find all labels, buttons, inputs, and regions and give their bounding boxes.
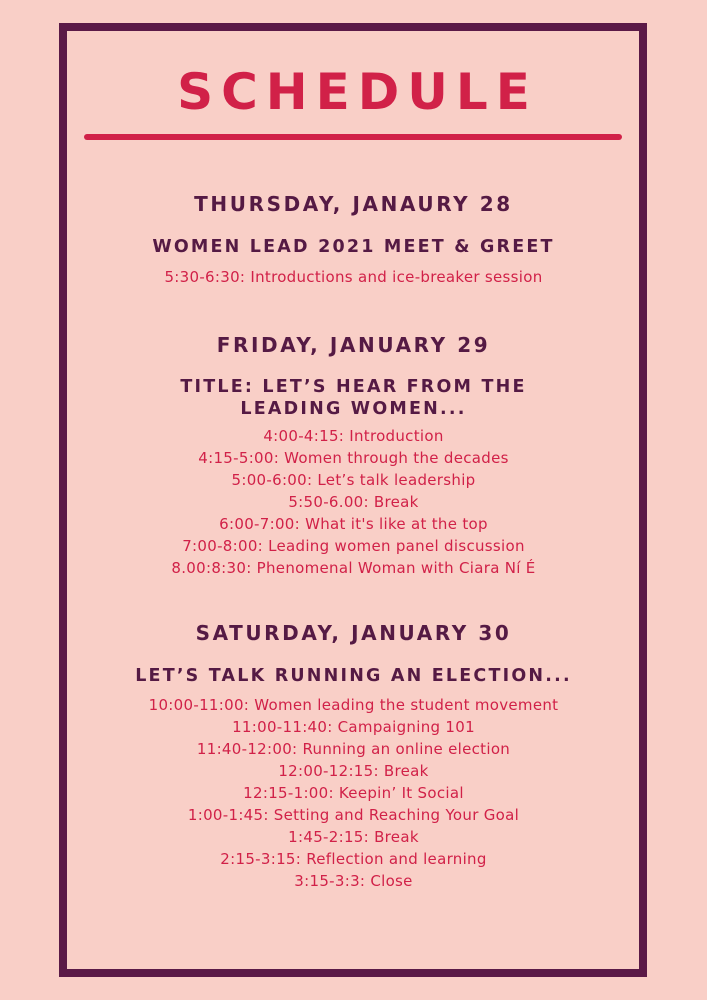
schedule-item: 12:00-12:15: Break [278, 762, 429, 780]
session-title-friday [0, 376, 707, 420]
schedule-list-friday [0, 425, 707, 579]
title-underline [84, 134, 622, 140]
schedule-item: 6:00-7:00: What it's like at the top [219, 515, 488, 533]
session-title-thursday [0, 236, 707, 258]
schedule-item: 4:15-5:00: Women through the decades [198, 449, 509, 467]
schedule-item: 1:45-2:15: Break [288, 828, 419, 846]
schedule-list-thursday [0, 266, 707, 288]
schedule-item: 11:40-12:00: Running an online election [196, 740, 511, 758]
session-title-saturday [0, 665, 707, 687]
session-title-line: WOMEN LEAD 2021 MEET & GREET [152, 237, 555, 257]
schedule-list-saturday [0, 694, 707, 892]
schedule-item: 3:15-3:3: Close [294, 872, 413, 890]
day-heading-saturday: SATURDAY, JANUARY 30 [195, 621, 512, 645]
schedule-item: 5:00-6:00: Let’s talk leadership [231, 471, 476, 489]
day-heading-thursday: THURSDAY, JANAURY 28 [194, 192, 513, 216]
schedule-item: 11:00-11:40: Campaigning 101 [232, 718, 475, 736]
session-title-line: TITLE: LET’S HEAR FROM THE [180, 377, 527, 397]
schedule-item: 12:15-1:00: Keepin’ It Social [243, 784, 464, 802]
schedule-item: 4:00-4:15: Introduction [263, 427, 444, 445]
schedule-item: 7:00-8:00: Leading women panel discussion [182, 537, 525, 555]
schedule-item: 5:30-6:30: Introductions and ice-breaker session [164, 268, 543, 286]
schedule-item: 1:00-1:45: Setting and Reaching Your Goal [187, 806, 520, 824]
schedule-item: 5:50-6.00: Break [288, 493, 419, 511]
session-title-line: LET’S TALK RUNNING AN ELECTION... [135, 666, 572, 686]
session-title-line: LEADING WOMEN... [240, 399, 467, 419]
schedule-item: 8.00:8:30: Phenomenal Woman with Ciara Ní É [171, 559, 536, 577]
schedule-item: 10:00-11:00: Women leading the student movement [148, 696, 559, 714]
page-title: SCHEDULE [177, 63, 538, 121]
schedule-item: 2:15-3:15: Reflection and learning [220, 850, 487, 868]
day-heading-friday: FRIDAY, JANUARY 29 [216, 333, 491, 357]
